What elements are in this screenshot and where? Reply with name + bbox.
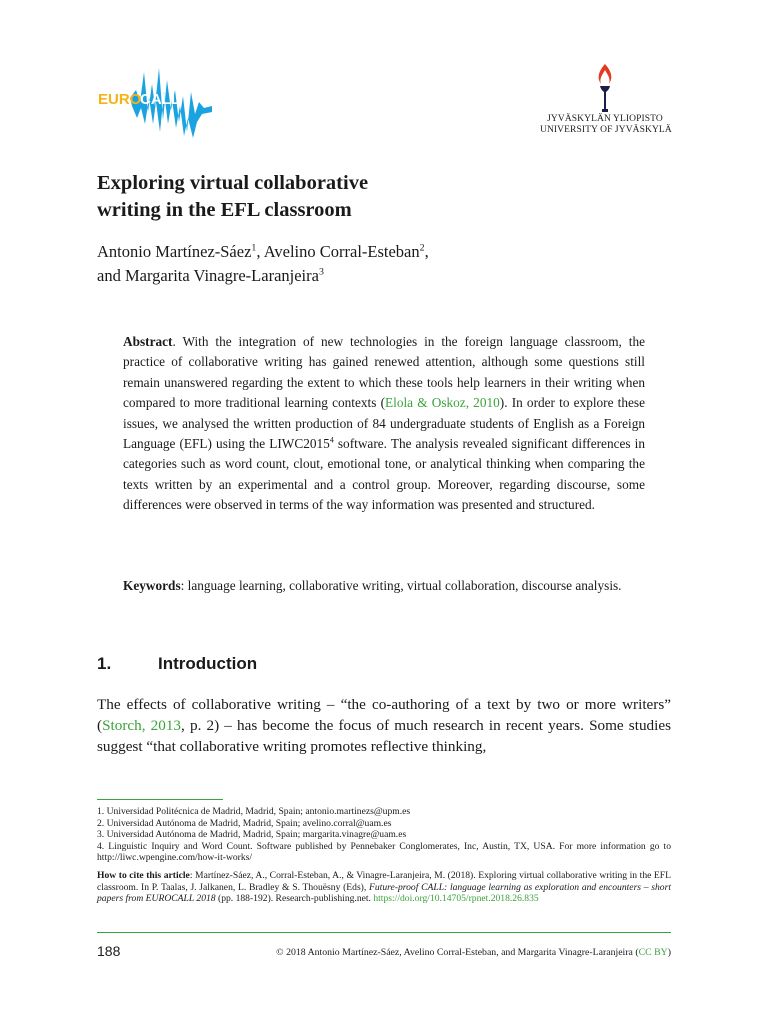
jyu-name-finnish: JYVÄSKYLÄN YLIOPISTO (547, 114, 663, 124)
abstract-label: Abstract (123, 334, 173, 349)
torch-handle (600, 86, 610, 110)
section-heading-introduction (97, 652, 257, 676)
author-3-affiliation: 3 (318, 266, 324, 278)
copyright-end: ) (667, 947, 671, 958)
introduction-paragraph (97, 694, 671, 757)
abstract-text: . With the integration of new technologies in the foreign language classroom, the practice of collaborative writing has gained renewed attention, although some questions still remain unanswered regarding the extent to which these tools help learners in their writing when compared to more traditional learning contexts ( (123, 334, 645, 411)
torch-base (602, 109, 608, 112)
eurocall-logo-euro: EURO (98, 91, 142, 108)
author-list (97, 240, 657, 288)
keywords-label: Keywords (123, 578, 181, 593)
keywords (123, 576, 645, 596)
footnote-4: 4. Linguistic Inquiry and Word Count. Software published by Pennebaker Conglomerates, Inc, Austin, TX, USA. For more information go to http://liwc.wpengine.com/how-it-works/ (97, 840, 671, 864)
jyu-logo (540, 62, 670, 152)
author-2: Avelino Corral-Esteban (263, 242, 420, 261)
author-1-affiliation: 1 (251, 242, 257, 254)
how-to-cite-text: (pp. 188-192). Research-publishing.net. (215, 893, 374, 905)
how-to-cite-text: : Martínez-Sáez, A., Corral-Esteban, A., & Vinagre-Laranjeira, M. (2018). Exploring virtual collaborative writing in the EFL classroom. In P. Taalas, J. Jalkanen, L. Bradley & S. Thouësny (Eds), (97, 870, 671, 893)
citation-link-storch[interactable]: Storch, 2013 (102, 717, 182, 734)
paper-title (97, 170, 657, 224)
author-1: Antonio Martínez-Sáez (97, 242, 252, 261)
intro-text: , p. 2) – has become the focus of much research in recent years. Some studies suggest “that collaborative writing promotes reflective thinking, (97, 717, 671, 755)
page-number: 188 (97, 943, 121, 959)
footnotes (97, 806, 671, 864)
eurocall-logo (96, 62, 216, 142)
author-separator: , (424, 242, 429, 261)
section-number: 1. (97, 654, 112, 673)
footnote-ref-4: 4 (329, 435, 334, 445)
citation-link-elola-oskoz[interactable]: Elola & Oskoz, 2010 (385, 395, 500, 411)
paper-title-line-1: Exploring virtual collaborative (97, 172, 369, 194)
paper-title-line-2: writing in the EFL classroom (97, 199, 352, 221)
footnote-1: 1. Universidad Politécnica de Madrid, Madrid, Spain; antonio.martinezs@upm.es (97, 806, 411, 817)
keywords-text: : language learning, collaborative writing, virtual collaboration, discourse analysis. (180, 578, 622, 593)
footnote-2: 2. Universidad Autónoma de Madrid, Madrid, Spain; avelino.corral@uam.es (97, 817, 392, 829)
flame-shape (599, 64, 612, 84)
footnote-divider (97, 799, 223, 800)
copyright-notice (276, 946, 671, 960)
copyright-text: © 2018 Antonio Martínez-Sáez, Avelino Corral-Esteban, and Margarita Vinagre-Laranjeira ( (276, 947, 639, 958)
abstract (123, 332, 645, 516)
author-separator: , (256, 242, 264, 261)
footer-divider (97, 932, 671, 933)
eurocall-waveform-icon (96, 62, 216, 142)
doi-link[interactable]: https://doi.org/10.14705/rpnet.2018.26.835 (373, 893, 539, 905)
book-title: Future-proof CALL: language learning as exploration and encounters – short papers from EUROCALL 2018 (97, 881, 672, 905)
author-3: Margarita Vinagre-Laranjeira (124, 266, 319, 285)
how-to-cite-label: How to cite this article (97, 870, 190, 881)
abstract-text: software. The analysis revealed significant differences in categories such as word count, clout, emotional tone, or analytical thinking when comparing the texts written by an experimental and a control group. Moreover, regarding discourse, some differences were observed in terms of the way information was presented and structured. (123, 436, 645, 513)
intro-text: The effects of collaborative writing – “the co-authoring of a text by two or more writers” ( (97, 696, 671, 734)
section-title: Introduction (158, 654, 258, 673)
author-2-affiliation: 2 (419, 242, 425, 254)
abstract-text: ). In order to explore these issues, we analysed the written production of 84 undergraduate students of English as a Foreign Language (EFL) using the LIWC2015 (123, 395, 645, 452)
how-to-cite (97, 870, 671, 905)
author-3-prefix: and (97, 266, 125, 285)
jyu-name-english: UNIVERSITY OF JYVÄSKYLÄ (540, 125, 672, 135)
eurocall-logo-call: CALL (140, 91, 180, 108)
torch-icon (590, 62, 620, 114)
license-link[interactable]: CC BY (638, 947, 668, 958)
footnote-3: 3. Universidad Autónoma de Madrid, Madrid, Spain; margarita.vinagre@uam.es (97, 829, 407, 841)
